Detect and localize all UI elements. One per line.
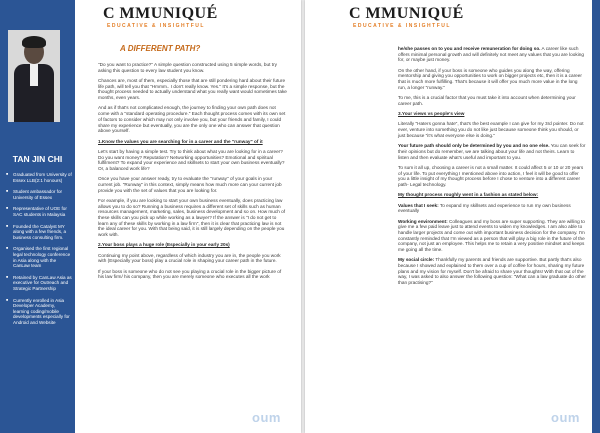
paragraph: Once you have your answer ready, try to evaluate the "runway" of your goals in your current job. "Runway" in this context, simply means how much more can your current job provide you with the set of values that you are looking for. (98, 176, 282, 193)
page-edge-strip (592, 0, 600, 433)
paragraph-lead: Working environment: (398, 218, 448, 224)
paragraph: Continuing my point above, regardless of which industry you are in, the people you work with (Especially your boss) play a crucial role in shaping your career path in the future. (98, 252, 281, 264)
paragraph-text: You can seek for their opinions but do remember, we are talking about your life and not theirs. Learn to listen and then evaluate what's useful and important to you. (398, 143, 586, 160)
author-photo (8, 30, 60, 122)
paragraph-text: To expand my skillsets and experience to run my own business eventually (398, 202, 571, 214)
section-heading: 3.Your views vs people's view (398, 111, 465, 117)
logo-tagline: EDUCATIVE & INSIGHTFUL (353, 23, 451, 29)
paragraph: "Do you want to practice?" A simple question constructed using 5 simple words, but try asking this question to every law student you know. (98, 62, 277, 73)
paragraph-text: To me, this is a crucial factor that you must take it into account when determining your career path. (398, 95, 576, 106)
page-2 (305, 0, 600, 433)
paragraph-text: Thankfully my parents and friends are supportive. But partly that's also because I showed and explained to them over a cup of coffee for hours, sharing my future plans and my vision for myself. Don't be afraid to share your thoughts! With that out of the way, I was asked to also answer the following question: "What can a law graduate do other than practising?" (398, 257, 586, 286)
logo-text: C MMUNIQUÉ (349, 5, 464, 22)
article-title: A DIFFERENT PATH? (120, 44, 201, 53)
article-column-page-2 (398, 46, 586, 290)
paragraph (398, 165, 586, 188)
paragraph-text: A career like such offers minimal personal growth and will definitely not meet any values that you are looking for, or maybe just money. (398, 46, 584, 63)
bio-item: ■ Retained by CanLaw Asia as executive for Outreach and Strategic Partnership (6, 275, 72, 292)
logo-wordmark (349, 5, 529, 23)
communique-logo-page-2 (349, 5, 529, 35)
bio-item: ■ Organised the first regional legal technology conference in Asia along with the CanLaw team (6, 246, 72, 268)
watermark: oum (252, 410, 281, 425)
paragraph (398, 257, 586, 286)
paragraph-lead: Values that I seek: (398, 202, 439, 208)
paragraph: Chances are, most of them, especially those that are still pondering hard about their future life path, will tell you that "Hmmm.. I don't really know. Yes." It's a simple response, but the thought process needed to actually understand what you really want would sometimes take months, even years. (98, 78, 287, 101)
paragraph-text: Literally "Haters gonna hate", that's the best example I can give for my 3rd pointer. Do not ever, venture into something you do not like just because someone think you should, or just because "it's what everyone else is doing." (398, 121, 584, 138)
watermark-page-2: oum (551, 410, 580, 425)
paragraph (398, 121, 586, 138)
paragraph (398, 219, 586, 253)
bio-item: ■ Currently enrolled in Asia Developer Academy, learning coding/mobile developments especially for Android and Website (6, 298, 72, 326)
bio-item: ■ Graduated from University of Essex LLB(2:1 honours) (6, 172, 72, 183)
paragraph (398, 95, 586, 106)
paragraph: If your boss is someone who do not see you playing a crucial role in the bigger picture of his law firm/ his company, then you are merely someone who executes all the work (98, 268, 282, 280)
author-name: TAN JIN CHI (12, 154, 63, 164)
logo-tagline: EDUCATIVE & INSIGHTFUL (107, 23, 205, 29)
paragraph-lead: he/she passes on to you and receive remuneration for doing so. (398, 46, 541, 51)
paragraph-text: Colleagues and my boss are super supporting. They are willing to give me a few paid leave just to attend events to widen my knowledges. I am also able to handle larger projects and come out with important business decision for the company. I'm constantly reminded that I'm viewed as a person that will play a big role in the future of the company, not just an employee. This helps me to retain a very positive mindset and keeps me going all the time. (398, 218, 585, 253)
paragraph (398, 143, 586, 160)
communique-logo (103, 5, 273, 35)
paragraph: For example, if you are looking to start your own business eventually, does practicing law allows you to do so? Running a business requires a different set of skills such as human resources management, marketing, sales, business development and so on. How much of these skills can you pick up while working as a lawyer? If the answer is "I do not get to learn any of these skills by working in a law firm", then it is clear that practicing law is not the ideal career for you. With that being said, it is still largely depending on the people you work with. (98, 197, 286, 238)
paragraph-text: To sum it all up, choosing a career is not a small matter. It could affect 5 or 10 or 20 years of your life. To put everything I mentioned above into action, I feel it will be good to offer you a little insight of my thought process before I chose to venture into a different career path- Legal technology. (398, 164, 584, 187)
section-heading: 2.Your boss plays a huge role (Especially in your early 20s) (98, 242, 230, 248)
paragraph-text: On the other hand, if your boss is someone who guides you along the way, offering mentorship and giving you opportunities to work on bigger projects etc, then it is a career that is much more fulfilling. That's because it will offer you much more value in the long run, a longer "runway." (398, 67, 582, 90)
bio-item: ■ Representative of UOE for SAC students in Malaysia (6, 206, 72, 217)
author-bio-list (6, 172, 72, 331)
paragraph (398, 203, 586, 214)
bio-item: ■ Student ambassador for University of Essex (6, 189, 72, 200)
paragraph: Let's start by having a simple test. Try to think about what you are looking for in a career? Do you want money? Reputation? Networking opportunities? Emotional and spiritual fulfilment? To expand your experience and skillsets to start your own business eventually? Or, a balanced work life? (98, 148, 285, 171)
paragraph: And as if that's not complicated enough, the journey to finding your own path does not come with a "standard operating procedure." Each thought process comes with its own set of factors to consider which may not only involve you, but your friends and family, I could share my experience but eventually, you are the only one who can answer that question above yourself. (98, 105, 286, 134)
bio-item: ■ Founded the Catalyst MY along with a few friends, a business consulting firm. (6, 224, 72, 241)
paragraph-lead: Your future path should only be determined by you and no one else. (398, 143, 550, 149)
section-heading: My thought process roughly went in a fashion as stated below: (398, 192, 539, 198)
section-heading: 1.Know the values you are searching for in a career and the "runway" of it (98, 138, 263, 144)
paragraph-lead: My social circle: (398, 257, 435, 263)
logo-wordmark (103, 5, 273, 23)
logo-text: C MMUNIQUÉ (103, 5, 218, 22)
article-column-page-1 (98, 62, 288, 285)
author-sidebar (0, 0, 75, 433)
paragraph (398, 68, 586, 91)
paragraph (398, 46, 586, 63)
